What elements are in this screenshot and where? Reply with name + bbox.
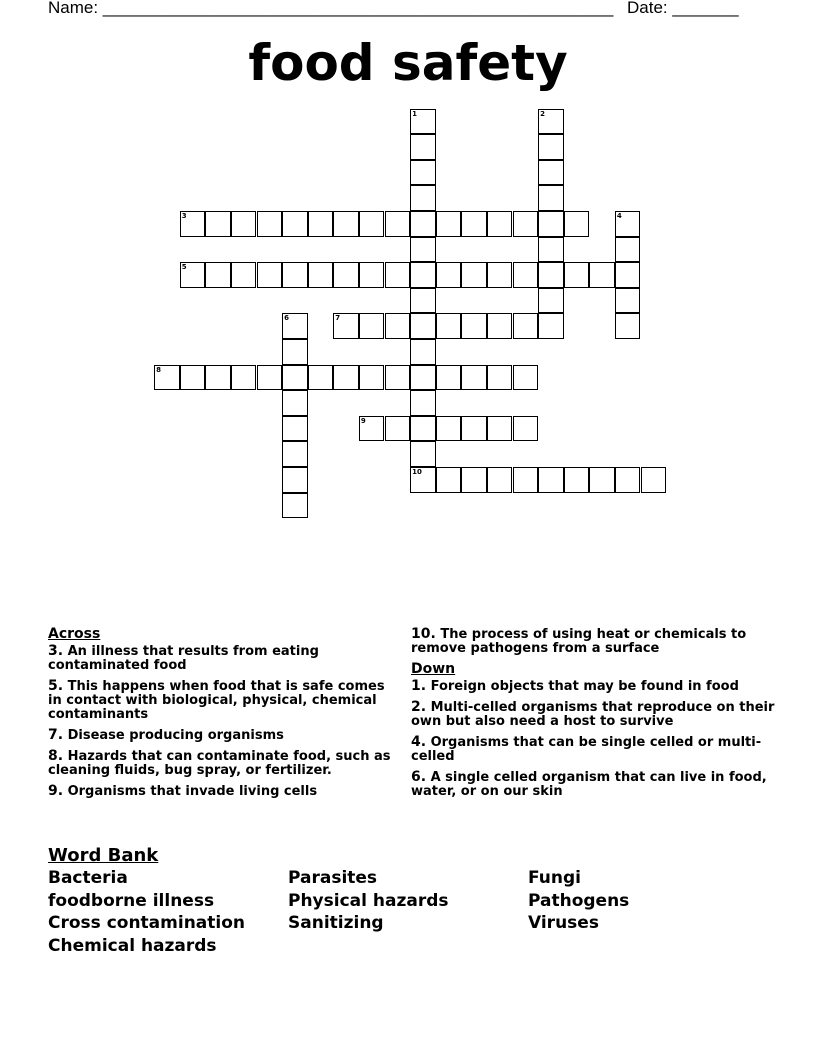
grid-cell[interactable] [282,441,308,467]
grid-cell[interactable] [513,365,539,391]
grid-cell[interactable] [436,313,462,339]
grid-cell[interactable] [359,211,385,237]
down-heading: Down [411,661,456,677]
grid-cell[interactable] [487,416,513,442]
clue-down-1 [411,679,781,694]
word-bank [48,867,768,957]
grid-cell[interactable] [180,262,206,288]
grid-cell[interactable] [282,262,308,288]
clue-number: 1. [411,678,427,694]
word-bank-item: Sanitizing [288,913,384,933]
grid-cell[interactable] [282,365,308,391]
clue-down-6 [411,770,781,799]
grid-cell[interactable] [282,416,308,442]
grid-cell[interactable] [461,365,487,391]
grid-cell[interactable] [385,365,411,391]
grid-cell[interactable] [180,211,206,237]
word-bank-title: Word Bank [48,845,159,866]
clue-down-2 [411,700,781,729]
grid-cell[interactable] [538,262,564,288]
clue-number: 5. [48,678,64,694]
clue-number-label: 2 [540,109,545,118]
grid-cell[interactable] [436,467,462,493]
date-field-label: Date: _______ [627,0,739,17]
clue-number-label: 10 [412,468,422,476]
grid-cell[interactable] [538,211,564,237]
clues-left-column [48,627,398,805]
clue-number-label: 1 [412,109,417,118]
clue-number: 7. [48,727,64,743]
grid-cell[interactable] [359,313,385,339]
grid-cell[interactable] [410,365,436,391]
word-bank-item: Parasites [288,868,378,888]
grid-cell[interactable] [461,416,487,442]
grid-cell[interactable] [461,211,487,237]
clues-right-column [411,627,781,805]
grid-cell[interactable] [282,467,308,493]
grid-cell[interactable] [205,262,231,288]
clue-text: The process of using heat or chemicals to remove pathogens from a surface [411,627,747,656]
grid-cell[interactable] [231,211,257,237]
grid-cell[interactable] [205,365,231,391]
grid-cell[interactable] [410,339,436,365]
grid-cell[interactable] [538,185,564,211]
name-field-label: Name: ______________________________________________________ [48,0,614,17]
grid-cell[interactable] [538,313,564,339]
grid-cell[interactable] [487,365,513,391]
word-bank-item: Physical hazards [288,890,449,911]
word-bank-item: Pathogens [528,890,630,911]
grid-cell[interactable] [615,262,641,288]
grid-cell[interactable] [257,211,283,237]
word-bank-item: Cross contamination [48,913,246,933]
grid-cell[interactable] [538,467,564,493]
word-bank-item: Chemical hazards [48,935,217,956]
clue-number-label: 3 [181,212,187,220]
grid-cell[interactable] [231,365,257,391]
word-bank-item: Fungi [528,868,581,888]
grid-cell[interactable] [359,416,385,442]
grid-cell[interactable] [410,185,436,211]
clue-across-8 [48,749,398,778]
grid-cell[interactable] [513,467,539,493]
clue-text: Hazards that can contaminate food, such as cleaning fluids, bug spray, or fertilizer. [48,749,391,778]
word-bank-item: Bacteria [48,868,128,888]
clue-number-label: 8 [156,365,161,374]
grid-cell[interactable] [589,467,615,493]
grid-cell[interactable] [410,134,436,160]
grid-cell[interactable] [410,313,436,339]
grid-cell[interactable] [615,237,641,263]
grid-cell[interactable] [410,211,436,237]
grid-cell[interactable] [461,313,487,339]
grid-cell[interactable] [308,211,334,237]
clue-number: 3. [48,643,64,659]
grid-cell[interactable] [410,109,436,135]
clue-number: 6. [411,769,427,785]
across-heading: Across [48,626,101,642]
grid-cell[interactable] [410,467,436,493]
grid-cell[interactable] [436,365,462,391]
grid-cell[interactable] [538,288,564,314]
clue-number: 9. [48,783,64,799]
clue-number: 10. [411,626,436,642]
grid-cell[interactable] [615,288,641,314]
grid-cell[interactable] [436,211,462,237]
clue-across-5 [48,679,398,722]
grid-cell[interactable] [487,313,513,339]
grid-cell[interactable] [615,313,641,339]
grid-cell[interactable] [410,441,436,467]
grid-cell[interactable] [564,467,590,493]
grid-cell[interactable] [641,467,667,493]
grid-cell[interactable] [333,211,359,237]
word-bank-item: foodborne illness [48,890,215,911]
clue-text: Organisms that can be single celled or multi-celled [411,735,762,764]
grid-cell[interactable] [410,237,436,263]
grid-cell[interactable] [282,390,308,416]
grid-cell[interactable] [154,365,180,391]
grid-cell[interactable] [385,313,411,339]
grid-cell[interactable] [410,416,436,442]
grid-cell[interactable] [564,211,590,237]
grid-cell[interactable] [308,262,334,288]
clue-text: Multi-celled organisms that reproduce on their own but also need a host to survive [411,700,775,729]
grid-cell[interactable] [513,211,539,237]
grid-cell[interactable] [615,467,641,493]
clue-text: A single celled organism that can live in food, water, or on our skin [411,770,767,799]
grid-cell[interactable] [359,365,385,391]
clue-text: Organisms that invade living cells [67,784,318,799]
clue-down-4 [411,735,781,764]
grid-cell[interactable] [513,416,539,442]
grid-cell[interactable] [282,211,308,237]
grid-cell[interactable] [487,467,513,493]
grid-cell[interactable] [538,109,564,135]
grid-cell[interactable] [410,262,436,288]
grid-cell[interactable] [513,262,539,288]
grid-cell[interactable] [257,365,283,391]
grid-cell[interactable] [180,365,206,391]
clue-text: Foreign objects that may be found in food [430,679,739,694]
grid-cell[interactable] [487,211,513,237]
clue-across-9 [48,784,398,799]
grid-cell[interactable] [333,313,359,339]
grid-cell[interactable] [282,493,308,519]
clue-number: 8. [48,748,64,764]
grid-cell[interactable] [282,339,308,365]
grid-cell[interactable] [513,313,539,339]
grid-cell[interactable] [436,262,462,288]
grid-cell[interactable] [333,262,359,288]
grid-cell[interactable] [410,390,436,416]
grid-cell[interactable] [359,262,385,288]
grid-cell[interactable] [538,237,564,263]
grid-cell[interactable] [461,262,487,288]
grid-cell[interactable] [589,262,615,288]
grid-cell[interactable] [385,211,411,237]
grid-cell[interactable] [410,288,436,314]
clue-number-label: 5 [181,263,187,272]
grid-cell[interactable] [282,313,308,339]
grid-cell[interactable] [205,211,231,237]
grid-cell[interactable] [231,262,257,288]
clue-text: Disease producing organisms [67,728,284,743]
grid-cell[interactable] [461,467,487,493]
grid-cell[interactable] [308,365,334,391]
clue-number-label: 7 [335,314,341,323]
clue-text: An illness that results from eating contaminated food [48,644,319,673]
clue-number-label: 6 [284,314,289,323]
grid-cell[interactable] [436,416,462,442]
clue-across-3 [48,644,398,673]
grid-cell[interactable] [615,211,641,237]
grid-cell[interactable] [385,416,411,442]
clue-text: This happens when food that is safe comes in contact with biological, physical, chemical contaminants [48,679,385,722]
grid-cell[interactable] [257,262,283,288]
grid-cell[interactable] [564,262,590,288]
clue-number: 2. [411,699,427,715]
word-bank-item: Viruses [528,913,599,933]
grid-cell[interactable] [385,262,411,288]
clue-number-label: 9 [360,416,366,425]
grid-cell[interactable] [538,160,564,186]
grid-cell[interactable] [410,160,436,186]
clue-number-label: 4 [616,212,622,220]
grid-cell[interactable] [538,134,564,160]
clue-number: 4. [411,734,427,750]
clue-across-7 [48,728,398,743]
grid-cell[interactable] [487,262,513,288]
page-title: food safety [248,34,568,92]
clue-across-10 [411,627,781,656]
grid-cell[interactable] [333,365,359,391]
